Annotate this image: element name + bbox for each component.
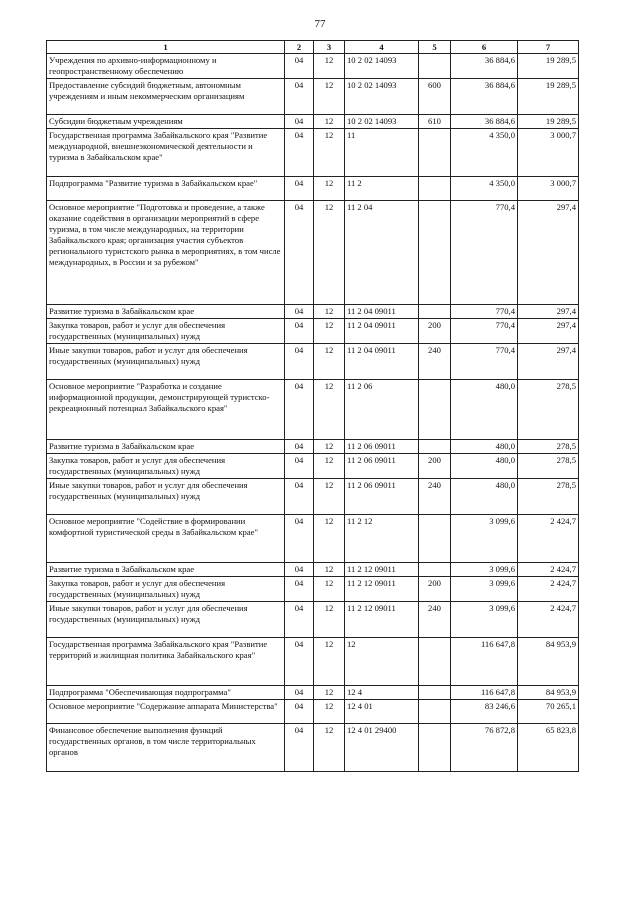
row-vr-cell xyxy=(419,563,451,577)
row-name-cell: Основное мероприятие "Подготовка и проведение, а также оказание содействия в организации мероприятий в сфере туризма, в том числе международных, на территории Забайкальского края; организация участия субъектов регионального туристского рынка в мероприятиях, в том числе международных, в России и за рубежом" xyxy=(47,201,285,305)
row-vr-cell xyxy=(419,515,451,563)
row-sum1-cell: 480,0 xyxy=(451,440,518,454)
row-rz-cell: 04 xyxy=(285,724,314,772)
table-row xyxy=(47,177,579,201)
table-row xyxy=(47,115,579,129)
row-name-cell: Финансовое обеспечение выполнения функций государственных органов, в том числе территориальных органов xyxy=(47,724,285,772)
table-row xyxy=(47,479,579,515)
row-name-cell: Субсидии бюджетным учреждениям xyxy=(47,115,285,129)
row-sum2-cell: 2 424,7 xyxy=(518,577,579,602)
row-vr-cell: 200 xyxy=(419,454,451,479)
row-pr-cell: 12 xyxy=(314,129,345,177)
row-sum1-cell: 770,4 xyxy=(451,344,518,380)
table-row xyxy=(47,79,579,115)
row-sum2-cell: 297,4 xyxy=(518,305,579,319)
table-row xyxy=(47,700,579,724)
row-name-cell: Основное мероприятие "Содействие в формировании комфортной туристической среды в Забайкальском крае" xyxy=(47,515,285,563)
row-vr-cell xyxy=(419,440,451,454)
row-pr-cell: 12 xyxy=(314,577,345,602)
row-pr-cell: 12 xyxy=(314,638,345,686)
row-sum2-cell: 65 823,8 xyxy=(518,724,579,772)
row-pr-cell: 12 xyxy=(314,344,345,380)
row-csr-cell: 11 2 06 09011 xyxy=(345,454,419,479)
row-pr-cell: 12 xyxy=(314,479,345,515)
header-col-4: 4 xyxy=(345,41,419,54)
row-sum2-cell: 278,5 xyxy=(518,380,579,440)
row-pr-cell: 12 xyxy=(314,305,345,319)
row-vr-cell: 200 xyxy=(419,577,451,602)
table-row xyxy=(47,344,579,380)
row-pr-cell: 12 xyxy=(314,319,345,344)
row-sum2-cell: 84 953,9 xyxy=(518,638,579,686)
table-row xyxy=(47,305,579,319)
row-csr-cell: 11 2 04 09011 xyxy=(345,305,419,319)
row-vr-cell xyxy=(419,305,451,319)
row-pr-cell: 12 xyxy=(314,700,345,724)
row-name-cell: Государственная программа Забайкальского края "Развитие международной, внешнеэкономической деятельности и туризма в Забайкальском крае" xyxy=(47,129,285,177)
table-row xyxy=(47,440,579,454)
table-row xyxy=(47,724,579,772)
row-sum1-cell: 36 884,6 xyxy=(451,79,518,115)
row-sum2-cell: 297,4 xyxy=(518,319,579,344)
row-rz-cell: 04 xyxy=(285,479,314,515)
row-sum1-cell: 4 350,0 xyxy=(451,177,518,201)
row-sum1-cell: 116 647,8 xyxy=(451,686,518,700)
row-name-cell: Закупка товаров, работ и услуг для обеспечения государственных (муниципальных) нужд xyxy=(47,319,285,344)
row-rz-cell: 04 xyxy=(285,79,314,115)
row-sum2-cell: 297,4 xyxy=(518,344,579,380)
row-rz-cell: 04 xyxy=(285,515,314,563)
row-sum2-cell: 84 953,9 xyxy=(518,686,579,700)
row-rz-cell: 04 xyxy=(285,201,314,305)
row-name-cell: Подпрограмма "Развитие туризма в Забайкальском крае" xyxy=(47,177,285,201)
row-rz-cell: 04 xyxy=(285,454,314,479)
row-rz-cell: 04 xyxy=(285,563,314,577)
row-sum1-cell: 116 647,8 xyxy=(451,638,518,686)
row-vr-cell xyxy=(419,380,451,440)
table-row xyxy=(47,686,579,700)
row-vr-cell: 240 xyxy=(419,479,451,515)
row-vr-cell xyxy=(419,700,451,724)
row-name-cell: Подпрограмма "Обеспечивающая подпрограмма" xyxy=(47,686,285,700)
row-vr-cell xyxy=(419,129,451,177)
row-sum2-cell: 2 424,7 xyxy=(518,515,579,563)
row-csr-cell: 12 4 xyxy=(345,686,419,700)
row-sum1-cell: 3 099,6 xyxy=(451,602,518,638)
row-sum1-cell: 480,0 xyxy=(451,454,518,479)
row-sum1-cell: 3 099,6 xyxy=(451,563,518,577)
row-pr-cell: 12 xyxy=(314,686,345,700)
row-csr-cell: 12 4 01 29400 xyxy=(345,724,419,772)
row-sum1-cell: 480,0 xyxy=(451,479,518,515)
row-vr-cell: 610 xyxy=(419,115,451,129)
header-col-3: 3 xyxy=(314,41,345,54)
row-pr-cell: 12 xyxy=(314,563,345,577)
row-sum1-cell: 4 350,0 xyxy=(451,129,518,177)
row-sum1-cell: 36 884,6 xyxy=(451,54,518,79)
header-col-1: 1 xyxy=(47,41,285,54)
row-rz-cell: 04 xyxy=(285,54,314,79)
row-name-cell: Государственная программа Забайкальского края "Развитие территорий и жилищная политика Забайкальского края" xyxy=(47,638,285,686)
row-name-cell: Предоставление субсидий бюджетным, автономным учреждениям и иным некоммерческим организациям xyxy=(47,79,285,115)
header-col-5: 5 xyxy=(419,41,451,54)
row-sum1-cell: 770,4 xyxy=(451,319,518,344)
budget-table xyxy=(46,40,579,772)
header-col-6: 6 xyxy=(451,41,518,54)
row-csr-cell: 10 2 02 14093 xyxy=(345,79,419,115)
row-csr-cell: 11 2 12 xyxy=(345,515,419,563)
row-sum1-cell: 770,4 xyxy=(451,305,518,319)
row-name-cell: Иные закупки товаров, работ и услуг для обеспечения государственных (муниципальных) нужд xyxy=(47,602,285,638)
row-pr-cell: 12 xyxy=(314,54,345,79)
row-vr-cell xyxy=(419,724,451,772)
row-sum2-cell: 19 289,5 xyxy=(518,115,579,129)
row-vr-cell xyxy=(419,638,451,686)
row-sum1-cell: 480,0 xyxy=(451,380,518,440)
row-rz-cell: 04 xyxy=(285,115,314,129)
row-name-cell: Развитие туризма в Забайкальском крае xyxy=(47,305,285,319)
row-csr-cell: 10 2 02 14093 xyxy=(345,54,419,79)
row-rz-cell: 04 xyxy=(285,700,314,724)
table-row xyxy=(47,129,579,177)
row-sum2-cell: 3 000,7 xyxy=(518,177,579,201)
row-sum1-cell: 770,4 xyxy=(451,201,518,305)
table-row xyxy=(47,201,579,305)
row-vr-cell: 240 xyxy=(419,602,451,638)
row-sum2-cell: 19 289,5 xyxy=(518,79,579,115)
row-csr-cell: 11 2 04 09011 xyxy=(345,344,419,380)
row-name-cell: Учреждения по архивно-информационному и геопространственному обеспечению xyxy=(47,54,285,79)
row-sum1-cell: 3 099,6 xyxy=(451,515,518,563)
row-sum2-cell: 297,4 xyxy=(518,201,579,305)
row-pr-cell: 12 xyxy=(314,515,345,563)
row-name-cell: Основное мероприятие "Разработка и создание информационной продукции, демонстрирующей туристско-рекреационный потенциал Забайкальского края" xyxy=(47,380,285,440)
row-sum2-cell: 2 424,7 xyxy=(518,602,579,638)
row-pr-cell: 12 xyxy=(314,177,345,201)
row-csr-cell: 11 2 06 09011 xyxy=(345,440,419,454)
row-rz-cell: 04 xyxy=(285,638,314,686)
row-sum2-cell: 19 289,5 xyxy=(518,54,579,79)
row-rz-cell: 04 xyxy=(285,440,314,454)
row-csr-cell: 11 2 06 09011 xyxy=(345,479,419,515)
row-csr-cell: 11 2 06 xyxy=(345,380,419,440)
row-vr-cell xyxy=(419,177,451,201)
row-pr-cell: 12 xyxy=(314,115,345,129)
row-pr-cell: 12 xyxy=(314,454,345,479)
row-pr-cell: 12 xyxy=(314,201,345,305)
row-sum2-cell: 278,5 xyxy=(518,440,579,454)
row-vr-cell: 600 xyxy=(419,79,451,115)
table-row xyxy=(47,638,579,686)
row-pr-cell: 12 xyxy=(314,440,345,454)
row-csr-cell: 11 2 12 09011 xyxy=(345,602,419,638)
row-csr-cell: 11 2 04 09011 xyxy=(345,319,419,344)
row-sum2-cell: 278,5 xyxy=(518,479,579,515)
header-col-7: 7 xyxy=(518,41,579,54)
table-row xyxy=(47,454,579,479)
row-csr-cell: 12 xyxy=(345,638,419,686)
row-sum1-cell: 76 872,8 xyxy=(451,724,518,772)
row-vr-cell: 240 xyxy=(419,344,451,380)
row-csr-cell: 11 2 12 09011 xyxy=(345,563,419,577)
row-pr-cell: 12 xyxy=(314,602,345,638)
row-csr-cell: 11 2 xyxy=(345,177,419,201)
row-sum2-cell: 70 265,1 xyxy=(518,700,579,724)
header-col-2: 2 xyxy=(285,41,314,54)
table-row xyxy=(47,602,579,638)
row-name-cell: Иные закупки товаров, работ и услуг для обеспечения государственных (муниципальных) нужд xyxy=(47,344,285,380)
header-row xyxy=(47,41,579,54)
row-pr-cell: 12 xyxy=(314,380,345,440)
row-rz-cell: 04 xyxy=(285,129,314,177)
row-csr-cell: 11 xyxy=(345,129,419,177)
row-csr-cell: 12 4 01 xyxy=(345,700,419,724)
row-name-cell: Основное мероприятие "Содержание аппарата Министерства" xyxy=(47,700,285,724)
row-csr-cell: 10 2 02 14093 xyxy=(345,115,419,129)
row-sum1-cell: 3 099,6 xyxy=(451,577,518,602)
table-row xyxy=(47,54,579,79)
row-name-cell: Развитие туризма в Забайкальском крае xyxy=(47,440,285,454)
row-csr-cell: 11 2 12 09011 xyxy=(345,577,419,602)
row-rz-cell: 04 xyxy=(285,344,314,380)
page-number: 77 xyxy=(314,18,326,30)
row-sum1-cell: 83 246,6 xyxy=(451,700,518,724)
table-row xyxy=(47,515,579,563)
row-rz-cell: 04 xyxy=(285,305,314,319)
row-csr-cell: 11 2 04 xyxy=(345,201,419,305)
table-row xyxy=(47,319,579,344)
row-rz-cell: 04 xyxy=(285,602,314,638)
row-rz-cell: 04 xyxy=(285,319,314,344)
row-vr-cell xyxy=(419,54,451,79)
row-rz-cell: 04 xyxy=(285,177,314,201)
row-rz-cell: 04 xyxy=(285,380,314,440)
row-rz-cell: 04 xyxy=(285,577,314,602)
row-vr-cell: 200 xyxy=(419,319,451,344)
row-rz-cell: 04 xyxy=(285,686,314,700)
row-vr-cell xyxy=(419,686,451,700)
row-name-cell: Закупка товаров, работ и услуг для обеспечения государственных (муниципальных) нужд xyxy=(47,577,285,602)
row-name-cell: Развитие туризма в Забайкальском крае xyxy=(47,563,285,577)
row-pr-cell: 12 xyxy=(314,724,345,772)
table-row xyxy=(47,577,579,602)
table-row xyxy=(47,380,579,440)
row-vr-cell xyxy=(419,201,451,305)
table-row xyxy=(47,563,579,577)
row-name-cell: Закупка товаров, работ и услуг для обеспечения государственных (муниципальных) нужд xyxy=(47,454,285,479)
row-sum2-cell: 3 000,7 xyxy=(518,129,579,177)
row-pr-cell: 12 xyxy=(314,79,345,115)
row-sum2-cell: 278,5 xyxy=(518,454,579,479)
row-sum2-cell: 2 424,7 xyxy=(518,563,579,577)
row-name-cell: Иные закупки товаров, работ и услуг для обеспечения государственных (муниципальных) нужд xyxy=(47,479,285,515)
row-sum1-cell: 36 884,6 xyxy=(451,115,518,129)
